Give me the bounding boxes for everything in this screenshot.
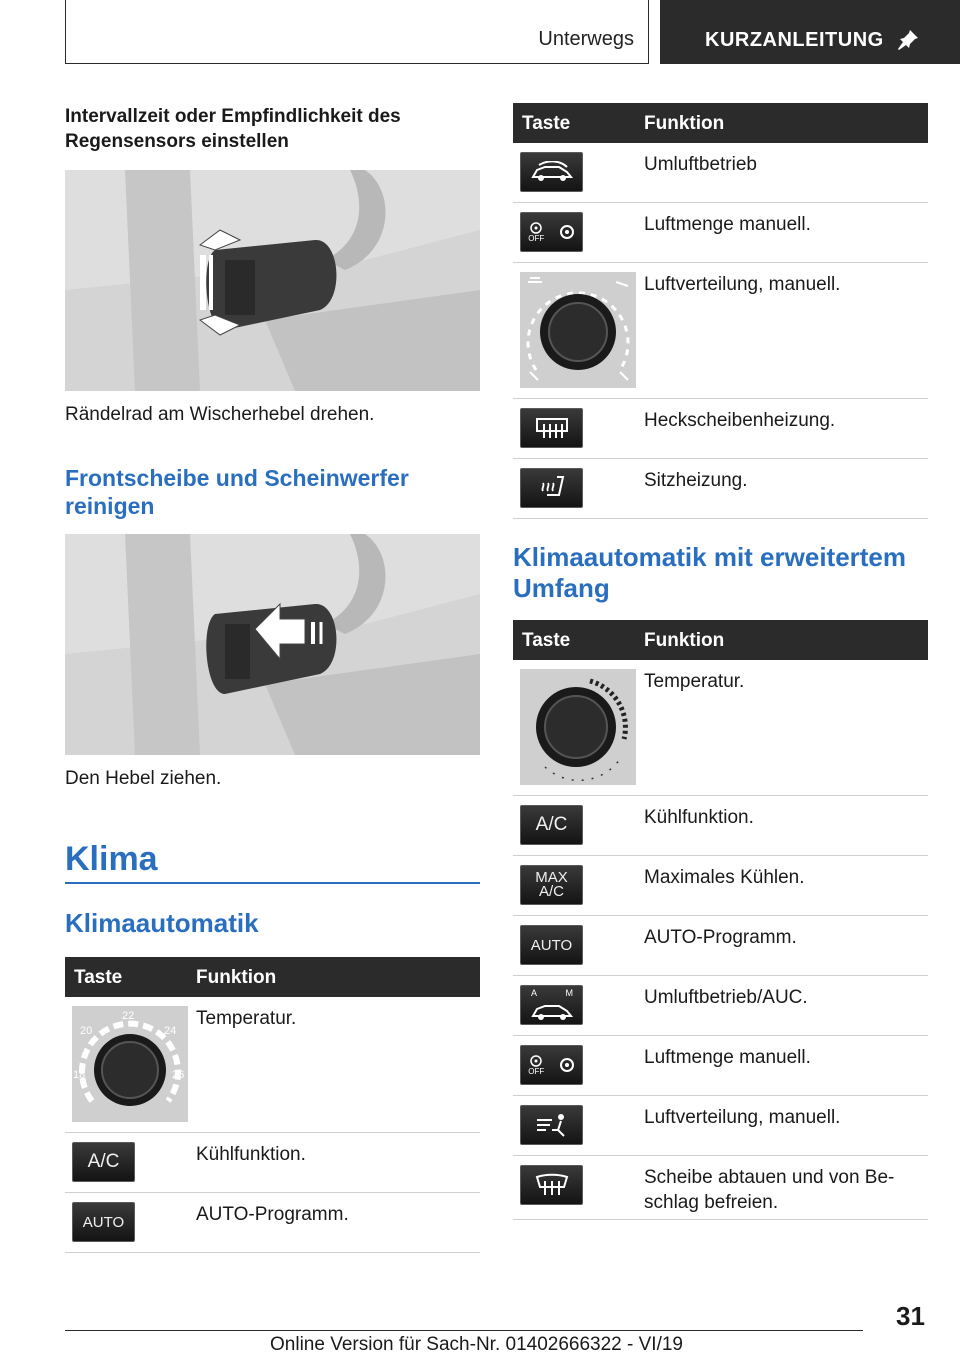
rear-defrost-icon <box>520 408 583 448</box>
function-label: Sitzheizung. <box>644 470 748 491</box>
function-label: Umluftbetrieb <box>644 154 757 175</box>
auc-m-label: M <box>565 988 573 998</box>
function-label: Kühlfunktion. <box>196 1144 306 1165</box>
heading-front-clean: Frontscheibe und Scheinwerfer reinigen <box>65 465 409 519</box>
table-row <box>65 997 480 1133</box>
table-row <box>513 976 928 1036</box>
recirculation-icon <box>520 152 583 192</box>
function-label: Luftmenge manuell. <box>644 214 811 235</box>
table-row <box>513 660 928 796</box>
table-row <box>513 916 928 976</box>
knob-label-18: 18 <box>73 1069 86 1081</box>
fan-icon <box>520 1045 583 1085</box>
col-funktion: Funktion <box>644 630 725 651</box>
ac-button: A/C <box>72 1142 135 1182</box>
photo2-caption: Den Hebel ziehen. <box>65 768 222 789</box>
function-label: Temperatur. <box>644 671 745 692</box>
footer-online-version: Online Version für Sach-Nr. 01402666322 - VI/19 <box>270 1334 683 1355</box>
table-row <box>513 263 928 399</box>
table-row <box>513 796 928 856</box>
heading-klima: Klima <box>65 840 158 878</box>
auto-button: AUTO <box>520 925 583 965</box>
col-taste: Taste <box>522 630 571 651</box>
function-label: Temperatur. <box>196 1008 297 1029</box>
page-number: 31 <box>896 1301 925 1331</box>
function-label: Heckscheibenheizung. <box>644 410 836 431</box>
max-ac-button: MAX A/C <box>520 865 583 905</box>
table-basic-keys <box>513 103 928 519</box>
footer-rule <box>65 1330 863 1331</box>
temperature-knob-icon <box>520 669 636 785</box>
air-distribution-knob-icon <box>520 272 636 388</box>
table-row <box>513 143 928 203</box>
pin-icon <box>896 28 920 52</box>
table-row <box>513 856 928 916</box>
knob-label-20: 20 <box>80 1025 93 1037</box>
header-section-box <box>65 0 649 64</box>
function-label: Umluftbetrieb/AUC. <box>644 987 808 1008</box>
table-row <box>65 1193 480 1253</box>
function-label: Scheibe abtauen und von Beschlag befreien. <box>644 1167 895 1213</box>
air-distribution-icon <box>520 1105 583 1145</box>
table-header <box>513 620 928 660</box>
photo-wiper-pull <box>65 534 480 755</box>
table-row <box>513 1156 928 1220</box>
fan-icon <box>520 212 583 252</box>
knob-label-26: 26 <box>172 1069 185 1081</box>
col-taste: Taste <box>522 113 571 134</box>
photo1-caption: Rändelrad am Wischerhebel drehen. <box>65 404 375 425</box>
photo-wiper-thumbwheel <box>65 170 480 391</box>
auc-a-label: A <box>531 988 538 998</box>
subheading-rain-sensor: Intervallzeit oder Empfindlichkeit des Regensensors einstellen <box>65 106 401 152</box>
function-label: Kühlfunktion. <box>644 807 754 828</box>
function-label: Luftmenge manuell. <box>644 1047 811 1068</box>
function-label: AUTO-Programm. <box>644 927 797 948</box>
table-klimaautomatik <box>65 957 480 1253</box>
function-label: Luftverteilung, manuell. <box>644 1107 841 1128</box>
table-row <box>513 1096 928 1156</box>
fan-off-label: OFF <box>528 233 545 243</box>
function-label: AUTO-Programm. <box>196 1204 349 1225</box>
klima-rule <box>65 882 480 884</box>
col-funktion: Funktion <box>196 967 277 988</box>
windshield-defrost-icon <box>520 1165 583 1205</box>
header-chapter-title: KURZANLEITUNG <box>705 29 884 51</box>
recirculation-auc-icon <box>520 985 583 1025</box>
table-row <box>513 203 928 263</box>
col-taste: Taste <box>74 967 123 988</box>
header-chapter-box <box>660 0 960 64</box>
table-header <box>513 103 928 143</box>
table-row <box>513 459 928 519</box>
temperature-knob-icon <box>72 1006 188 1122</box>
table-row <box>513 399 928 459</box>
fan-off-label: OFF <box>528 1066 545 1076</box>
knob-label-22: 22 <box>122 1010 135 1022</box>
header-section-title: Unterwegs <box>538 28 634 50</box>
col-funktion: Funktion <box>644 113 725 134</box>
knob-label-24: 24 <box>164 1025 177 1037</box>
table-header <box>65 957 480 997</box>
function-label: Maximales Kühlen. <box>644 867 805 888</box>
table-row <box>513 1036 928 1096</box>
table-extended-keys <box>513 620 928 1220</box>
ac-button: A/C <box>520 805 583 845</box>
table-row <box>65 1133 480 1193</box>
heading-klimaautomatik: Klimaautomatik <box>65 908 259 938</box>
auto-button: AUTO <box>72 1202 135 1242</box>
seat-heating-icon <box>520 468 583 508</box>
function-label: Luftverteilung, manuell. <box>644 274 841 295</box>
heading-extended-klimaautomatik: Klimaautomatik mit erweitertem Umfang <box>513 542 907 603</box>
